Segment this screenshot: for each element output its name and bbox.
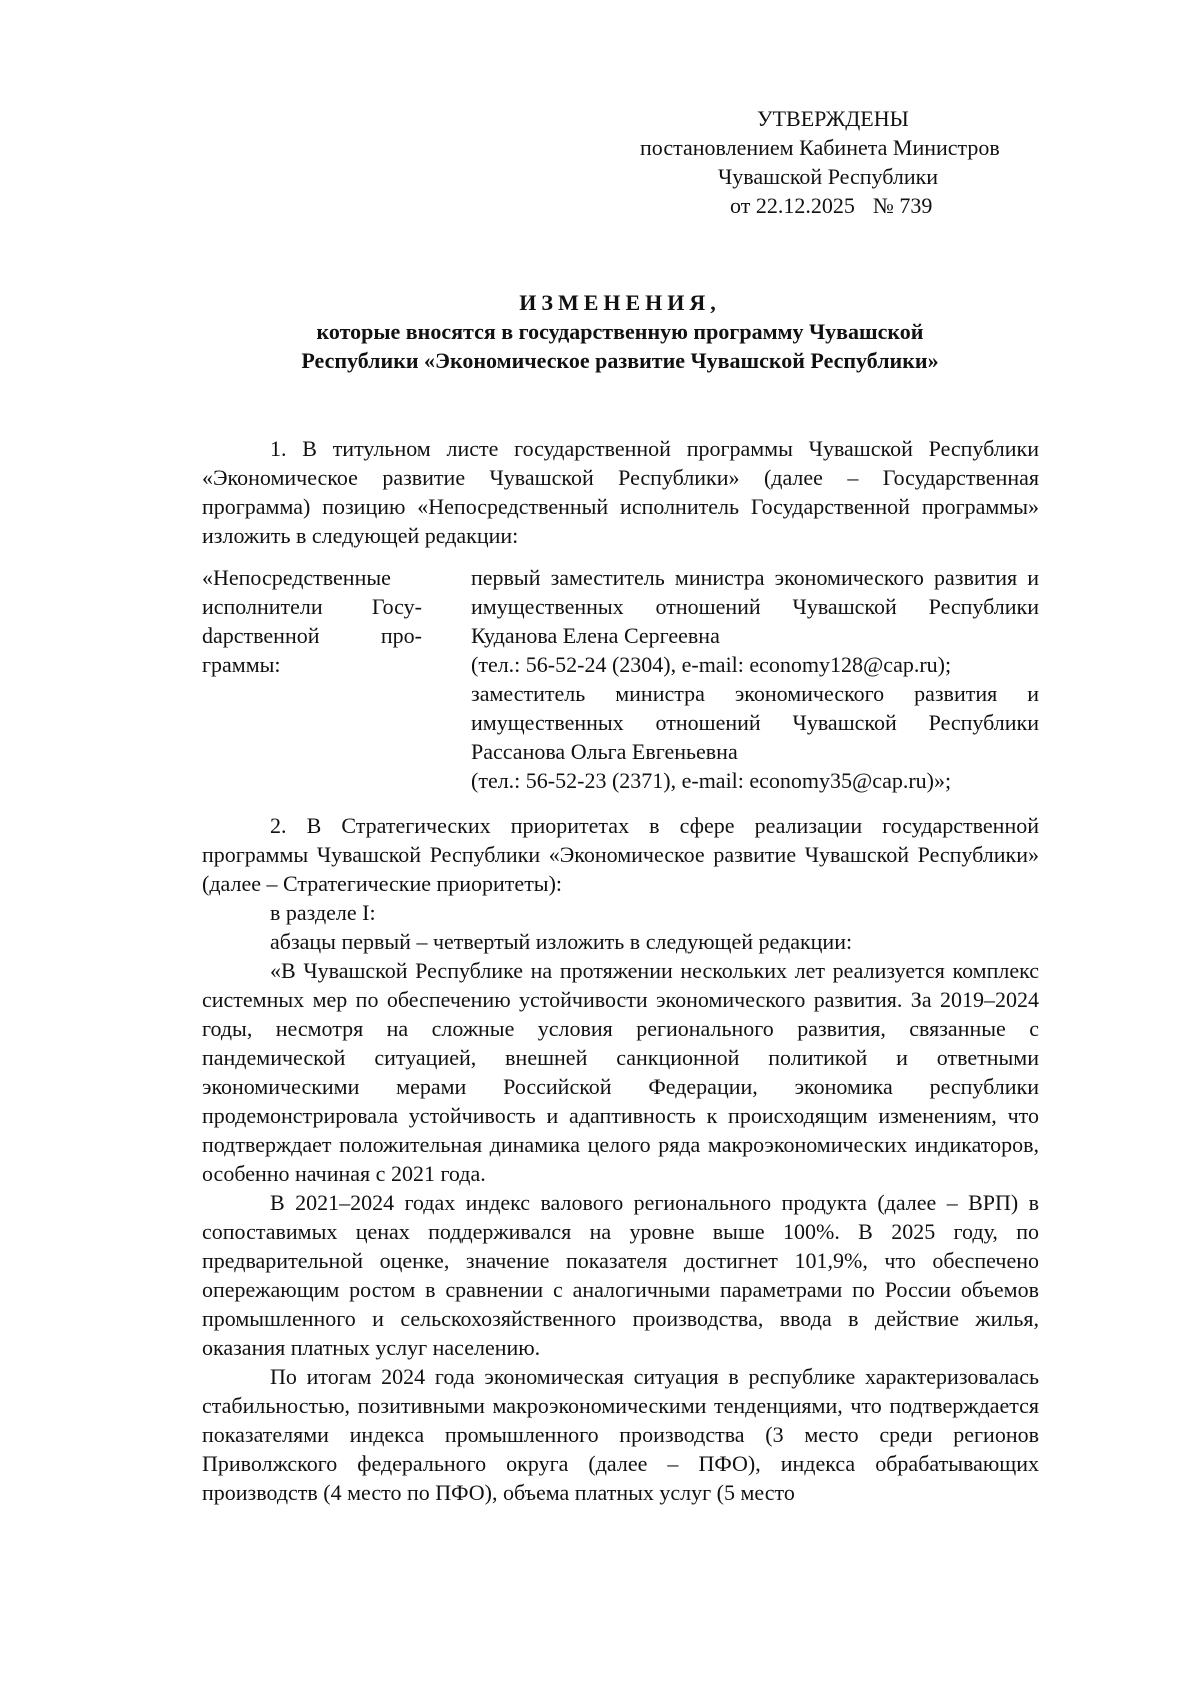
document-title <box>200 288 1040 375</box>
quote-paragraph-2: В 2021–2024 годах индекс валового регионального продукта (далее – ВРП) в сопоставимых ценах поддерживался на уровне выше 100%. В 2025 году, по предварительной оценке, значение показателя достигнет 101,9%, что обеспечено опережающим ростом в сравнении с аналогичными параметрами по России объемов промышленного и сельскохозяйственного производства, ввода в действие жилья, оказания платных услуг населению. <box>202 1190 1039 1360</box>
position-label: «Непосредственные исполнители Госуdарственной программы: <box>202 565 422 677</box>
title-heading: ИЗМЕНЕНИЯ, <box>519 290 721 315</box>
item-2-section: в разделе I: <box>270 900 376 925</box>
document-body <box>202 434 1039 1507</box>
approval-number: № 739 <box>872 193 933 218</box>
approval-stamp <box>640 104 1120 220</box>
position-value-3: заместитель министра экономического развития и имущественных отношений Чувашской Республики Рассанова Ольга Евгеньевна <box>471 681 1039 764</box>
approval-date: от 22.12.2025 <box>730 193 855 218</box>
item-2-intro: 2. В Стратегических приоритетах в сфере реализации государственной программы Чувашской Республики «Экономическое развитие Чувашской Республики» (далее – Стратегические приоритеты): <box>202 813 1039 896</box>
position-table <box>202 563 1039 795</box>
position-value-4: (тел.: 56-52-23 (2371), e-mail: economy35@cap.ru)»; <box>471 768 952 793</box>
approval-date-number <box>640 191 1120 220</box>
quote-paragraph-3: По итогам 2024 года экономическая ситуация в республике характеризовалась стабильностью, позитивными макроэкономическими тенденциями, что подтверждается показателями индекса промышленного производства (3 место среди регионов Приволжского федерального округа (далее – ПФО), индекса обрабатывающих производств (4 место по ПФО), объема платных услуг (5 место <box>202 1364 1039 1505</box>
title-subtitle-line-1: которые вносятся в государственную программу Чувашской <box>316 319 924 344</box>
position-value-1: первый заместитель министра экономического развития и имущественных отношений Чувашской Республики Куданова Елена Сергеевна <box>471 565 1039 648</box>
quote-paragraph-1: «В Чувашской Республике на протяжении нескольких лет реализуется комплекс системных мер по обеспечению устойчивости экономического развития. За 2019–2024 годы, несмотря на сложные условия регионального развития, связанные с пандемической ситуацией, внешней санкционной политикой и ответными экономическими мерами Российской Федерации, экономика республики продемонстрировала устойчивость и адаптивность к происходящим изменениям, что подтверждает положительная динамика целого ряда макроэкономических индикаторов, особенно начиная с 2021 года. <box>202 958 1039 1186</box>
approval-region: Чувашской Республики <box>718 164 939 189</box>
position-value <box>471 563 1039 795</box>
approval-title: УТВЕРЖДЕНЫ <box>757 106 909 131</box>
approval-authority: постановлением Кабинета Министров <box>640 135 1000 160</box>
title-subtitle-line-2: Республики «Экономическое развитие Чувашской Республики» <box>301 348 939 373</box>
position-value-2: (тел.: 56-52-24 (2304), e-mail: economy128@cap.ru); <box>471 652 952 677</box>
item-2-paragraphs: абзацы первый – четвертый изложить в следующей редакции: <box>270 929 853 954</box>
item-1-intro: 1. В титульном листе государственной программы Чувашской Республики «Экономическое развитие Чувашской Республики» (далее – Государственная программа) позицию «Непосредственный исполнитель Государственной программы» изложить в следующей редакции: <box>202 436 1039 548</box>
